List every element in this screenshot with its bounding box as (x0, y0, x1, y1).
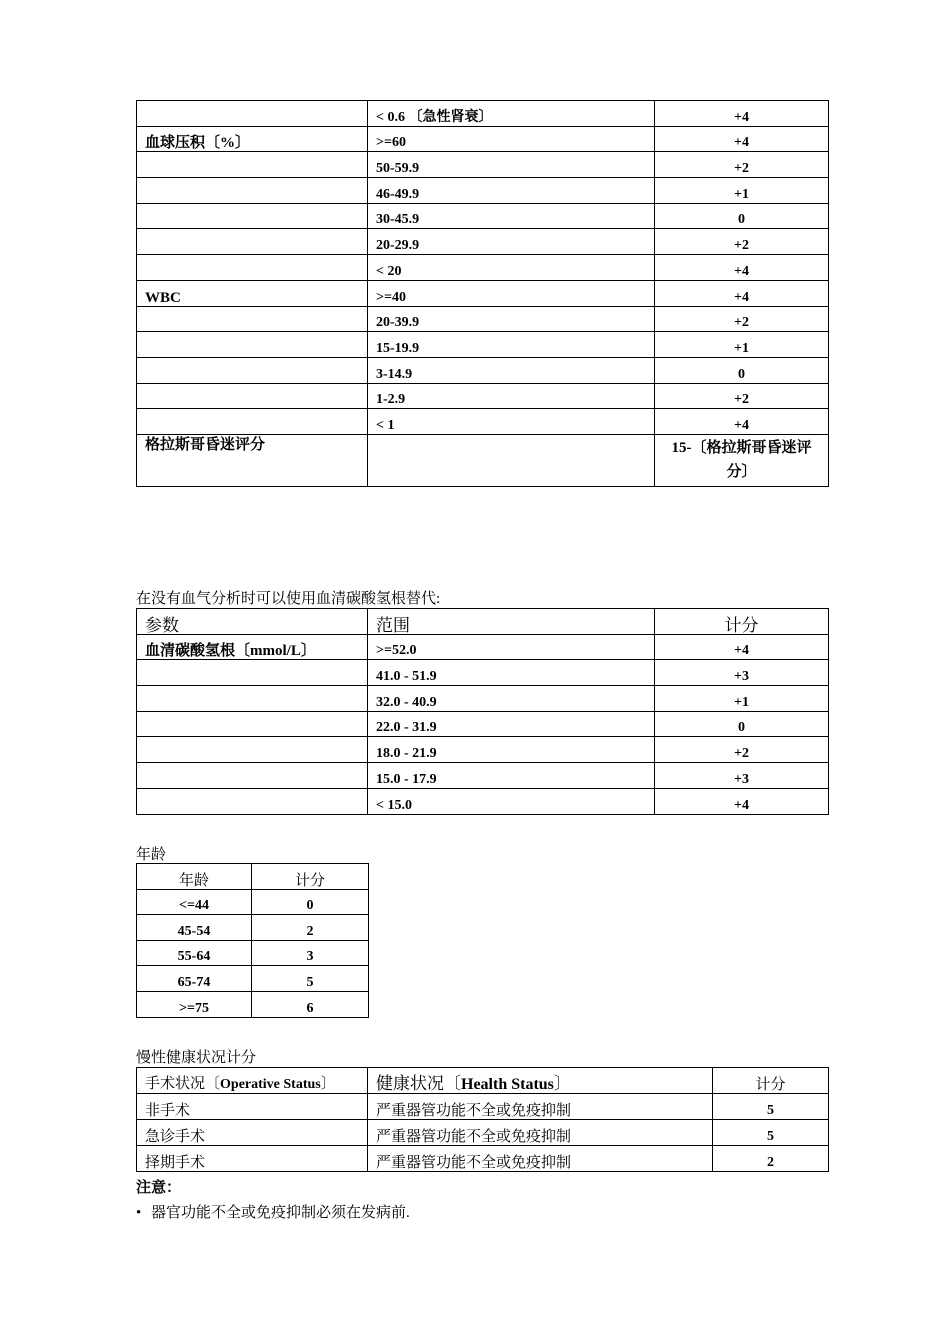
chronic-health-table (136, 1067, 829, 1172)
range-cell: 20-39.9 (368, 306, 655, 332)
table-row (137, 152, 829, 178)
table-row (137, 1146, 829, 1172)
param-cell (137, 737, 368, 763)
range-cell: 18.0 - 21.9 (368, 737, 655, 763)
param-cell (137, 255, 368, 281)
table-row (137, 940, 369, 966)
score-cell: 3 (252, 940, 369, 966)
table-row (137, 737, 829, 763)
age-cell: <=44 (137, 889, 252, 915)
table-header-row (137, 864, 369, 890)
range-cell (368, 434, 655, 486)
bullet-icon: • (136, 1205, 142, 1221)
age-table (136, 863, 369, 1018)
table-row (137, 915, 369, 941)
table-row (137, 686, 829, 712)
header-age: 年龄 (137, 864, 252, 890)
score-cell: +4 (655, 255, 829, 281)
score-cell: 0 (655, 203, 829, 229)
range-cell: >=52.0 (368, 634, 655, 660)
table-row (137, 660, 829, 686)
score-cell: 2 (252, 915, 369, 941)
operative-status-cell: 急诊手术 (137, 1120, 368, 1146)
table-row (137, 178, 829, 204)
score-cell: 0 (655, 711, 829, 737)
table-row (137, 255, 829, 281)
score-cell: 15-〔格拉斯哥昏迷评分〕 (655, 434, 829, 486)
range-cell: 30-45.9 (368, 203, 655, 229)
header-health-status: 健康状况〔Health Status〕 (368, 1068, 713, 1094)
table-row (137, 763, 829, 789)
param-cell (137, 711, 368, 737)
table-row (137, 409, 829, 435)
table-row-glasgow (137, 434, 829, 486)
chronic-caption: 慢性健康状况计分 (136, 1050, 257, 1066)
header-operative-status: 手术状况〔Operative Status〕 (137, 1068, 368, 1094)
table-row (137, 634, 829, 660)
age-cell: 55-64 (137, 940, 252, 966)
table-row (137, 991, 369, 1017)
range-cell: 15.0 - 17.9 (368, 763, 655, 789)
param-cell: 血清碳酸氢根〔mmol/L〕 (137, 634, 368, 660)
age-cell: 65-74 (137, 966, 252, 992)
range-cell: >=60 (368, 126, 655, 152)
health-status-cell: 严重器管功能不全或免疫抑制 (368, 1146, 713, 1172)
param-cell: 血球压积〔%〕 (137, 126, 368, 152)
note-text: 器官功能不全或免疫抑制必须在发病前. (151, 1205, 410, 1221)
score-cell: +4 (655, 280, 829, 306)
table-row (137, 332, 829, 358)
header-range: 范围 (368, 609, 655, 635)
range-cell: 15-19.9 (368, 332, 655, 358)
range-cell: 22.0 - 31.9 (368, 711, 655, 737)
score-cell: +3 (655, 763, 829, 789)
score-cell: +3 (655, 660, 829, 686)
table-header-row (137, 609, 829, 635)
table-row (137, 889, 369, 915)
param-cell (137, 660, 368, 686)
age-caption: 年龄 (136, 847, 167, 863)
score-cell: +2 (655, 152, 829, 178)
param-cell (137, 357, 368, 383)
range-cell: < 1 (368, 409, 655, 435)
table-row (137, 788, 829, 814)
score-cell: +2 (655, 737, 829, 763)
header-score: 计分 (252, 864, 369, 890)
param-cell (137, 229, 368, 255)
range-cell: 50-59.9 (368, 152, 655, 178)
age-cell: 45-54 (137, 915, 252, 941)
param-cell (137, 203, 368, 229)
param-cell (137, 788, 368, 814)
param-cell: 格拉斯哥昏迷评分 (137, 434, 368, 486)
score-cell: 5 (713, 1094, 829, 1120)
param-cell: WBC (137, 280, 368, 306)
param-cell (137, 178, 368, 204)
header-score: 计分 (655, 609, 829, 635)
health-status-cell: 严重器管功能不全或免疫抑制 (368, 1094, 713, 1120)
table-row (137, 383, 829, 409)
score-cell: +4 (655, 634, 829, 660)
param-cell (137, 763, 368, 789)
score-cell: 0 (252, 889, 369, 915)
header-param: 参数 (137, 609, 368, 635)
score-cell: +2 (655, 229, 829, 255)
bicarb-table (136, 608, 829, 815)
score-table-hct-wbc (136, 100, 829, 487)
table-row (137, 306, 829, 332)
param-cell (137, 306, 368, 332)
param-cell (137, 686, 368, 712)
score-cell: +1 (655, 178, 829, 204)
table-row (137, 357, 829, 383)
range-cell: < 15.0 (368, 788, 655, 814)
score-cell: +4 (655, 101, 829, 127)
score-cell: 5 (713, 1120, 829, 1146)
range-cell: 3-14.9 (368, 357, 655, 383)
note-item (136, 1204, 410, 1222)
range-cell: >=40 (368, 280, 655, 306)
param-cell (137, 409, 368, 435)
score-cell: +2 (655, 383, 829, 409)
score-cell: 2 (713, 1146, 829, 1172)
table-row (137, 966, 369, 992)
operative-status-cell: 择期手术 (137, 1146, 368, 1172)
range-cell: 32.0 - 40.9 (368, 686, 655, 712)
table-row (137, 203, 829, 229)
param-cell (137, 101, 368, 127)
range-cell: 1-2.9 (368, 383, 655, 409)
table-row (137, 1120, 829, 1146)
table-row (137, 126, 829, 152)
score-cell: +1 (655, 686, 829, 712)
range-cell: 41.0 - 51.9 (368, 660, 655, 686)
health-status-cell: 严重器管功能不全或免疫抑制 (368, 1120, 713, 1146)
score-cell: +4 (655, 788, 829, 814)
header-score: 计分 (713, 1068, 829, 1094)
score-cell: +1 (655, 332, 829, 358)
table-row (137, 1094, 829, 1120)
range-cell: < 0.6 〔急性肾衰〕 (368, 101, 655, 127)
table-header-row (137, 1068, 829, 1094)
table-row (137, 280, 829, 306)
param-cell (137, 332, 368, 358)
table-row (137, 711, 829, 737)
score-cell: 6 (252, 991, 369, 1017)
notes-title: 注意： (136, 1180, 182, 1196)
table-row (137, 101, 829, 127)
range-cell: 20-29.9 (368, 229, 655, 255)
range-cell: 46-49.9 (368, 178, 655, 204)
score-cell: 0 (655, 357, 829, 383)
param-cell (137, 152, 368, 178)
range-cell: < 20 (368, 255, 655, 281)
score-cell: 5 (252, 966, 369, 992)
score-cell: +4 (655, 409, 829, 435)
score-cell: +4 (655, 126, 829, 152)
bicarb-caption: 在没有血气分析时可以使用血清碳酸氢根替代: (136, 591, 441, 607)
table-row (137, 229, 829, 255)
param-cell (137, 383, 368, 409)
score-cell: +2 (655, 306, 829, 332)
operative-status-cell: 非手术 (137, 1094, 368, 1120)
age-cell: >=75 (137, 991, 252, 1017)
